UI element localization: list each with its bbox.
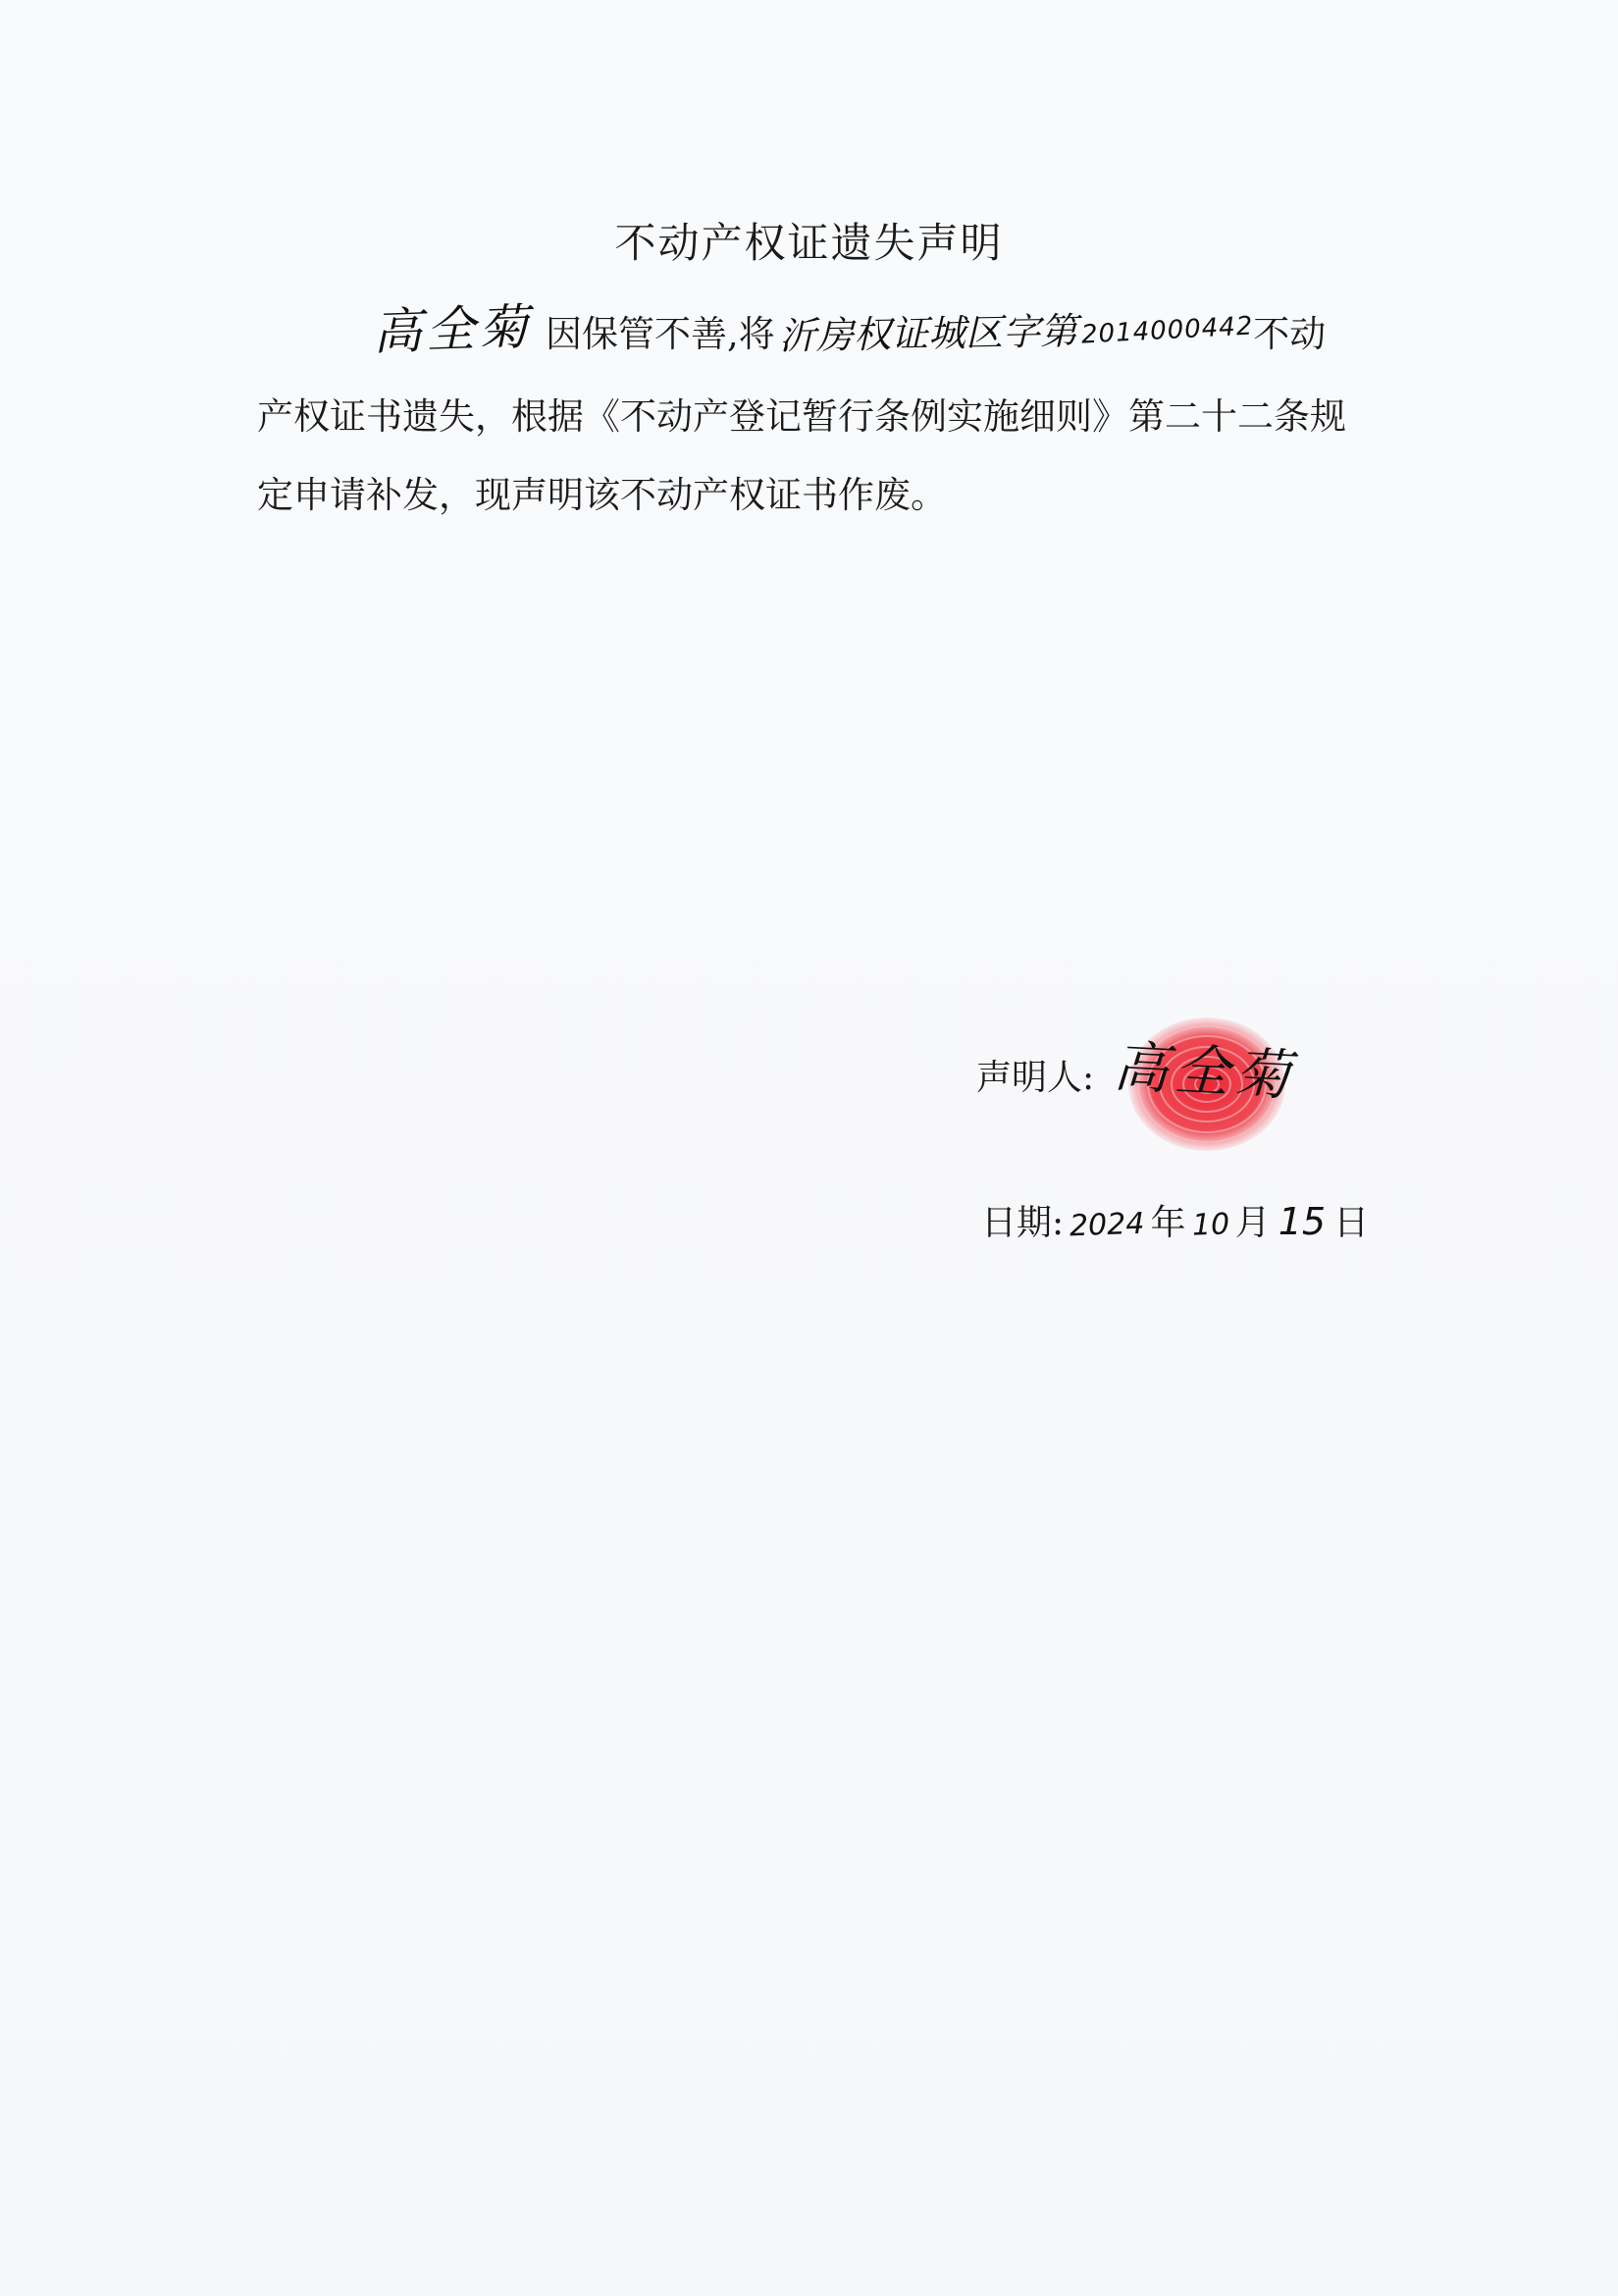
body-line-1	[257, 290, 1395, 378]
handwritten-certificate-prefix: 沂房权证城区字第	[778, 309, 1078, 358]
date-line	[981, 1195, 1369, 1245]
handwritten-day: 15	[1278, 1200, 1327, 1243]
signature-block	[976, 1011, 1369, 1168]
document-title: 不动产权证遗失声明	[614, 219, 1004, 267]
month-unit: 月	[1234, 1203, 1271, 1243]
body-line-3: 定申请补发，现声明该不动产权证书作废。	[257, 474, 947, 516]
handwritten-month: 10	[1190, 1207, 1230, 1243]
body-line-2: 产权证书遗失，根据《不动产登记暂行条例实施细则》第二十二条规	[257, 395, 1346, 438]
signature-label: 声明人:	[976, 1058, 1095, 1098]
body-text-2: 不动	[1253, 313, 1327, 355]
handwritten-signature-name: 高全菊	[1112, 1035, 1298, 1109]
day-unit: 日	[1333, 1203, 1370, 1243]
handwritten-owner-name: 高全菊	[372, 298, 533, 361]
body-text-1: 因保管不善,将	[546, 313, 775, 355]
date-label: 日期:	[981, 1203, 1065, 1243]
declaration-body	[257, 290, 1395, 535]
handwritten-certificate-number: 2014000442	[1080, 311, 1254, 350]
handwritten-year: 2024	[1069, 1206, 1146, 1244]
year-unit: 年	[1150, 1203, 1186, 1243]
